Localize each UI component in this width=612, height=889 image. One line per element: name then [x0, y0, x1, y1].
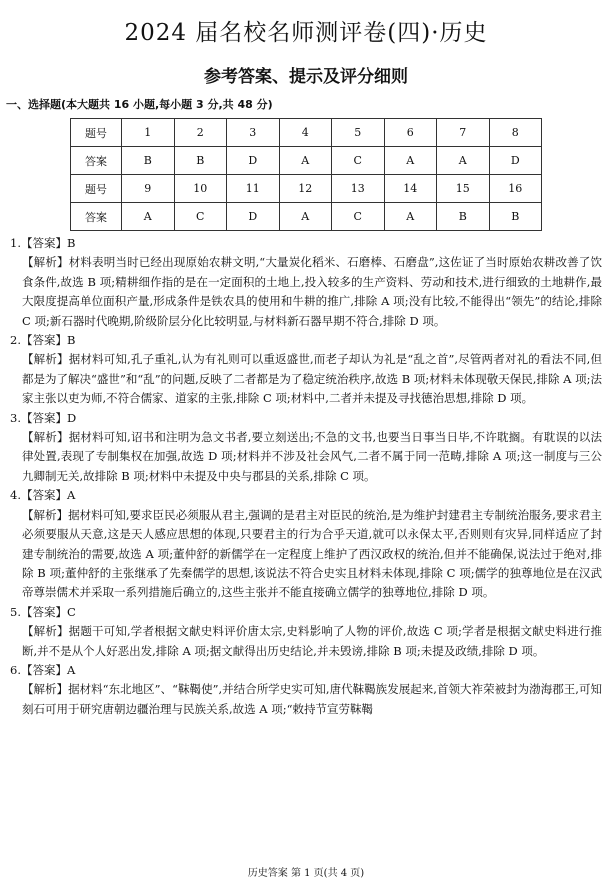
table-cell: 5	[332, 119, 385, 147]
table-cell: B	[122, 147, 175, 175]
table-cell: A	[279, 203, 332, 231]
table-row-header: 题号	[71, 119, 122, 147]
table-cell: B	[437, 203, 490, 231]
page-title: 2024 届名校名师测评卷(四)·历史	[124, 20, 488, 46]
table-row	[71, 175, 542, 203]
table-cell: A	[122, 203, 175, 231]
page-footer: 历史答案 第 1 页(共 4 页)	[247, 868, 365, 879]
explanation-text: 【解析】据材料“东北地区”、“靺鞨使”,并结合所学史实可知,唐代靺鞨族发展起来,首领大祚荣被封为渤海郡王,可知刻石可用于研究唐朝边疆治理与民族关系,故选 A 项;“敕持节宣劳靺鞨	[22, 682, 602, 716]
table-cell: 6	[384, 119, 437, 147]
table-cell: C	[174, 203, 227, 231]
table-cell: 3	[227, 119, 280, 147]
explanation-text: 【解析】据题干可知,学者根据文献史料评价唐太宗,史料影响了人物的评价,故选 C 项;学者是根据文献史料进行推断,并不是从个人好恶出发,排除 A 项;据文献得出历史结论,并未毁谤,排除 B 项;未提及政绩,排除 D 项。	[22, 624, 602, 658]
table-row	[71, 203, 542, 231]
table-cell: 10	[174, 175, 227, 203]
table-cell: A	[279, 147, 332, 175]
table-cell: 2	[174, 119, 227, 147]
list-item	[10, 331, 602, 409]
explanation-list	[10, 234, 602, 719]
table-cell: 8	[489, 119, 542, 147]
table-row-header: 答案	[71, 147, 122, 175]
section-heading: 一、选择题(本大题共 16 小题,每小题 3 分,共 48 分)	[6, 98, 273, 111]
table-row-header: 题号	[71, 175, 122, 203]
table-cell: 4	[279, 119, 332, 147]
explanation-text: 【解析】据材料可知,孔子重礼,认为有礼则可以重返盛世,而老子却认为礼是“乱之首”,尽管两者对礼的看法不同,但都是为了解决“盛世”和“乱”的问题,反映了二者都是为了稳定统治秩序,故选 B 项;材料未体现敬天保民,排除 A 项;法家主张以吏为师,不符合儒家、道家的主张,排除 C 项;材料中,二者并未提及寻找德治思想,排除 D 项。	[22, 352, 602, 406]
table-cell: C	[332, 147, 385, 175]
answer-label: 4.【答案】A	[10, 488, 76, 503]
explanation-text: 【解析】材料表明当时已经出现原始农耕文明,“大量炭化稻米、石磨棒、石磨盘”,这佐证了当时原始农耕改善了饮食条件,故选 B 项;精耕细作指的是在一定面积的土地上,投入较多的生产资料、劳动和技术,进行细致的土地耕作,最大限度提高单位面积产量,形成条件是铁农具的使用和牛耕的推广,排除 A 项;没有比较,不能得出“领先”的结论,排除 C 项;新石器时代晚期,阶级阶层分化比较明显,与材料新石器早期不符合,排除 D 项。	[22, 255, 602, 328]
table-cell: B	[174, 147, 227, 175]
table-cell: 15	[437, 175, 490, 203]
table-cell: 7	[437, 119, 490, 147]
page-subtitle: 参考答案、提示及评分细则	[204, 67, 408, 87]
table-cell: 12	[279, 175, 332, 203]
answer-label: 5.【答案】C	[10, 604, 76, 619]
table-cell: 9	[122, 175, 175, 203]
answer-label: 3.【答案】D	[10, 410, 77, 425]
list-item	[10, 661, 602, 719]
table-cell: B	[489, 203, 542, 231]
table-cell: 11	[227, 175, 280, 203]
table-row-header: 答案	[71, 203, 122, 231]
list-item	[10, 409, 602, 487]
table-cell: D	[489, 147, 542, 175]
answer-label: 6.【答案】A	[10, 662, 76, 677]
table-cell: 16	[489, 175, 542, 203]
answer-label: 2.【答案】B	[10, 333, 76, 348]
table-cell: A	[384, 147, 437, 175]
table-cell: A	[437, 147, 490, 175]
table-row	[71, 147, 542, 175]
table-row	[71, 119, 542, 147]
answer-table	[70, 118, 542, 231]
table-cell: D	[227, 203, 280, 231]
table-cell: 1	[122, 119, 175, 147]
explanation-text: 【解析】据材料可知,诏书和注明为急文书者,要立刻送出;不急的文书,也要当日事当日毕,不许耽搁。有耽误的以法律处置,表现了专制集权在加强,故选 D 项;材料并不涉及社会风气,二者不属于同一范畴,排除 A 项;这一制度与三公九卿制无关,故排除 B 项;材料中未提及中央与郡县的关系,排除 C 项。	[22, 430, 602, 483]
explanation-text: 【解析】据材料可知,要求臣民必须服从君主,强调的是君主对臣民的统治,是为维护封建君主专制统治服务,要求君主必须要服从天意,这是天人感应思想的体现,只要君主的行为合乎天道,就可以永保太平,否则则有灾异,同样适应了封建专制统治的需要,故选 A 项;董仲舒的新儒学在一定程度上维护了西汉政权的统治,但并不能确保,说法过于绝对,排除 B 项;董仲舒的主张继承了先秦儒学的思想,该说法不符合史实且材料未体现,排除 C 项;儒学的独尊地位是在汉武帝尊崇儒术并采取一系列措施后确立的,这些主张并不能直接确立儒学的独尊地位,排除 D 项。	[22, 507, 602, 600]
list-item	[10, 234, 602, 331]
list-item	[10, 486, 602, 602]
table-cell: D	[227, 147, 280, 175]
answer-label: 1.【答案】B	[10, 236, 76, 250]
table-cell: C	[332, 203, 385, 231]
table-cell: 14	[384, 175, 437, 203]
table-cell: 13	[332, 175, 385, 203]
list-item	[10, 603, 602, 661]
table-cell: A	[384, 203, 437, 231]
